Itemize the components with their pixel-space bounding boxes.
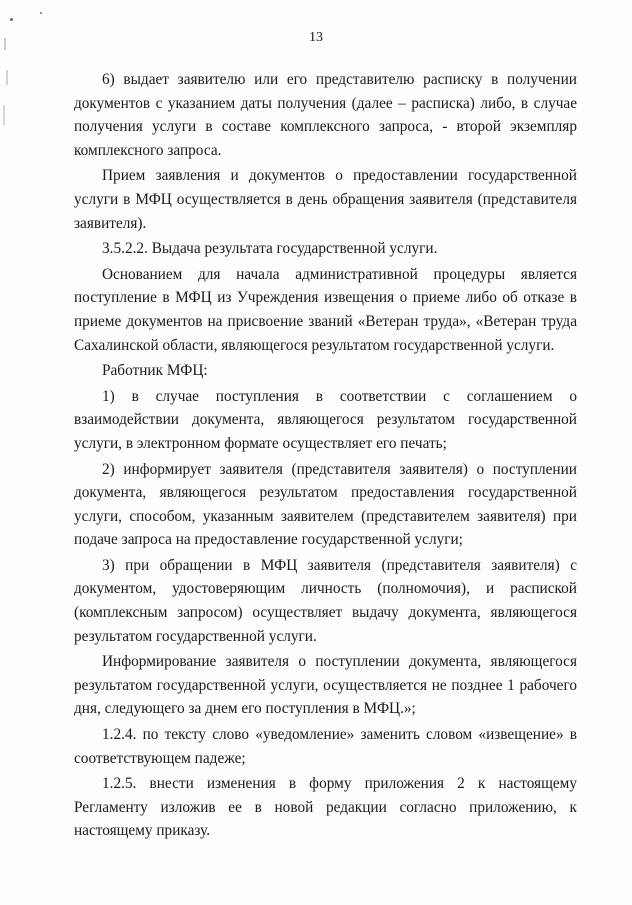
scan-speck [40, 12, 42, 14]
paragraph-amendment-1-2-5: 1.2.5. внести изменения в форму приложения 2 к настоящему Регламенту изложив ее в новой редакции согласно приложению, к настоящему приказу. [74, 775, 577, 840]
paragraph-amendment-1-2-4: 1.2.4. по тексту слово «уведомление» заменить словом «извещение» в соответствующем падеже; [74, 726, 577, 767]
document-body [74, 68, 577, 845]
scan-speck [10, 18, 13, 21]
paragraph-informing-deadline: Информирование заявителя о поступлении документа, являющегося результатом государственной услуги, осуществляется не позднее 1 рабочего дня, следующего за днем его поступления в МФЦ.»; [74, 653, 577, 718]
list-item-print: 1) в случае поступления в соответствии с соглашением о взаимодействии документа, являющегося результатом государственной услуги, в электронном формате осуществляет его печать; [74, 387, 577, 452]
scan-edge-noise [2, 30, 12, 150]
paragraph-issue-receipt: 6) выдает заявителю или его представителю расписку в получении документов с указанием даты получения (далее – расписка) либо, в случае получения услуги в составе комплексного запроса, - второй экземпляр комплексного запроса. [74, 71, 577, 159]
list-item-inform: 2) информирует заявителя (представителя заявителя) о поступлении документа, являющегося результатом предоставления государственной услуги, способом, указанным заявителем (представителем заявителя) при подаче запроса на предоставление государственной услуги; [74, 460, 577, 549]
page-number: 13 [309, 30, 323, 45]
paragraph-mfc-worker: Работник МФЦ: [102, 362, 208, 380]
paragraph-application-acceptance: Прием заявления и документов о предоставлении государственной услуги в МФЦ осуществляется в день обращения заявителя (представителя заявителя). [74, 167, 577, 232]
paragraph-procedure-basis: Основанием для начала административной процедуры является поступление в МФЦ из Учреждения извещения о приеме либо об отказе в приеме документов на присвоение званий «Ветеран труда», «Ветеран труда Сахалинской области, являющегося результатом государственной услуги. [74, 265, 577, 354]
list-item-issue-document: 3) при обращении в МФЦ заявителя (представителя заявителя) с документом, удостоверяющим личность (полномочия), и распиской (комплексным запросом) осуществляет выдачу документа, являющегося результатом государственной услуги. [74, 556, 577, 645]
section-heading-result-delivery: 3.5.2.2. Выдача результата государственной услуги. [102, 240, 438, 258]
